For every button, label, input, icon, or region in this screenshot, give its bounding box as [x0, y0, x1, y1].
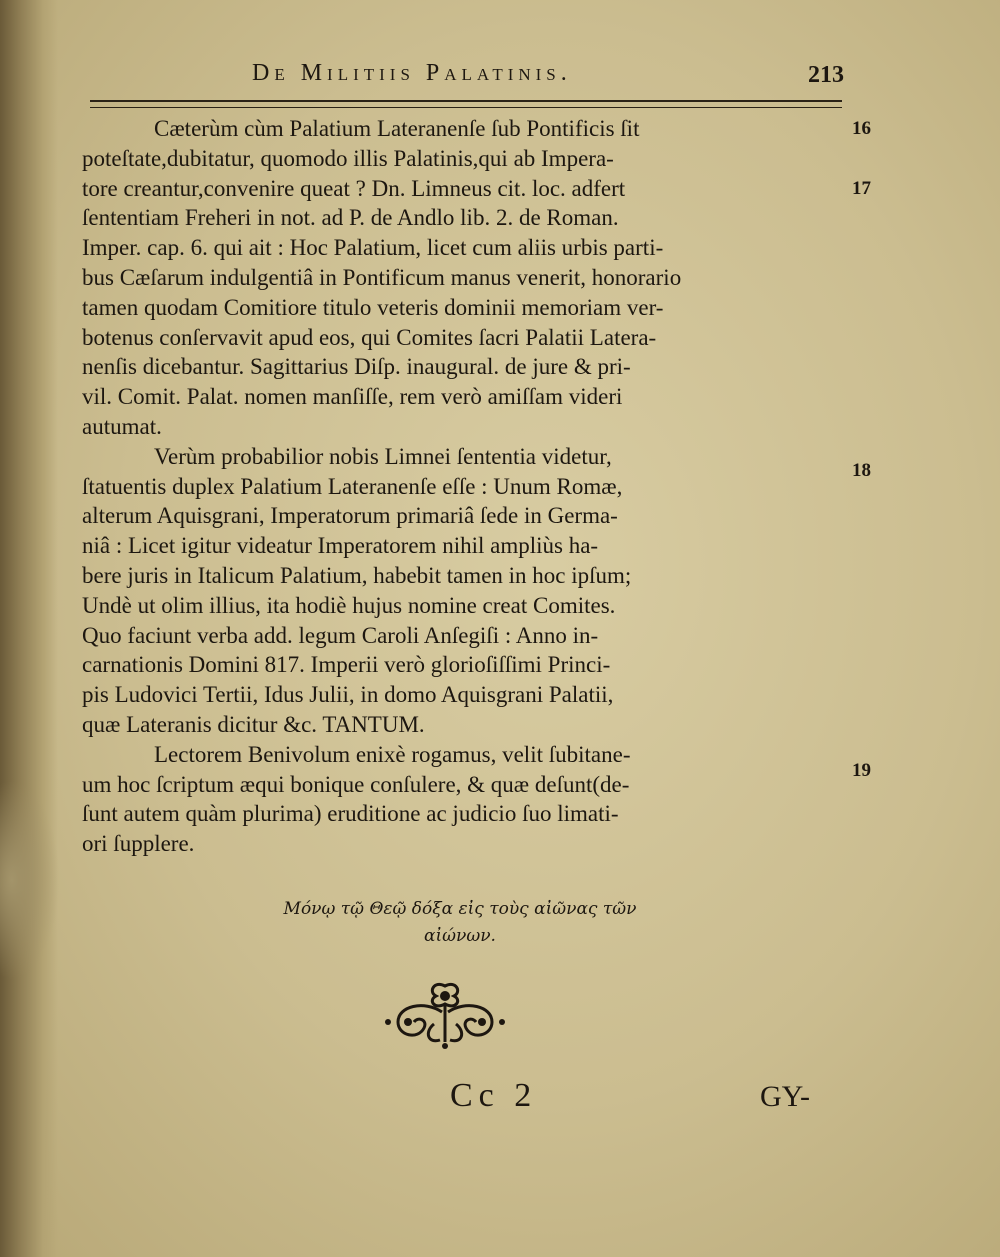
text-line: Lectorem Benivolum enixè rogamus, velit ſubitane- — [154, 741, 631, 767]
doxology-line: αἰώνων. — [424, 926, 496, 946]
page-gutter-shadow — [0, 0, 58, 1257]
text-line: poteſtate,dubitatur, quomodo illis Palatinis,qui ab Impera- — [82, 145, 614, 171]
margin-number: 18 — [852, 460, 871, 481]
text-line: bus Cæſarum indulgentiâ in Pontificum manus venerit, honorario — [82, 264, 682, 290]
margin-number: 16 — [852, 118, 871, 139]
text-line: Cæterùm cùm Palatium Lateranenſe ſub Pontificis ſit — [154, 116, 640, 141]
running-title: De Militiis Palatinis. — [252, 60, 572, 86]
closing-doxology — [240, 896, 680, 950]
text-line: ori ſupplere. — [82, 831, 195, 857]
text-line: vil. Comit. Palat. nomen manſiſſe, rem verò amiſſam videri — [82, 384, 623, 410]
body-text — [82, 114, 850, 859]
doxology-line: Μόνῳ τῷ Θεῷ δόξα εἰς τοὺς αἰῶνας τῶν — [283, 899, 637, 919]
text-line: autumat. — [82, 413, 162, 439]
page-number: 213 — [808, 62, 844, 88]
text-line: bere juris in Italicum Palatium, habebit tamen in hoc ipſum; — [82, 562, 632, 588]
margin-number: 19 — [852, 760, 871, 781]
text-line: Undè ut olim illius, ita hodiè hujus nomine creat Comites. — [82, 592, 616, 618]
text-line: tamen quodam Comitiore titulo veteris dominii memoriam ver- — [82, 294, 664, 320]
text-line: pis Ludovici Tertii, Idus Julii, in domo Aquisgrani Palatii, — [82, 682, 614, 708]
text-line: tore creantur,convenire queat ? Dn. Limneus cit. loc. adfert — [82, 175, 626, 201]
text-line: Verùm probabilior nobis Limnei ſententia videtur, — [154, 443, 612, 469]
text-line: quæ Lateranis dicitur &c. TANTUM. — [82, 711, 425, 737]
text-line: ſunt autem quàm plurima) eruditione ac judicio ſuo limati- — [82, 801, 619, 827]
text-line: botenus conſervavit apud eos, qui Comites ſacri Palatii Latera- — [82, 324, 657, 350]
text-line: alterum Aquisgrani, Imperatorum primariâ ſede in Germa- — [82, 503, 618, 529]
header-rule — [90, 100, 842, 108]
catchword: GY- — [760, 1080, 810, 1113]
text-line: um hoc ſcriptum æqui bonique conſulere, & quæ deſunt(de- — [82, 771, 630, 797]
text-line: ſtatuentis duplex Palatium Lateranenſe eſſe : Unum Romæ, — [82, 473, 623, 499]
text-line: Imper. cap. 6. qui ait : Hoc Palatium, licet cum aliis urbis parti- — [82, 235, 664, 261]
text-line: Quo faciunt verba add. legum Caroli Anſegiſi : Anno in- — [82, 622, 599, 648]
margin-number: 17 — [852, 178, 871, 199]
text-line: ſententiam Freheri in not. ad P. de Andlo lib. 2. de Roman. — [82, 205, 619, 231]
text-line: niâ : Licet igitur videatur Imperatorem nihil ampliùs ha- — [82, 533, 599, 559]
paper-stain — [0, 780, 60, 980]
text-line: carnationis Domini 817. Imperii verò glorioſiſſimi Princi- — [82, 652, 611, 678]
printers-ornament-icon — [384, 978, 506, 1050]
text-line: nenſis dicebantur. Sagittarius Diſp. inaugural. de jure & pri- — [82, 354, 631, 380]
signature-mark: Cc 2 — [450, 1077, 538, 1114]
